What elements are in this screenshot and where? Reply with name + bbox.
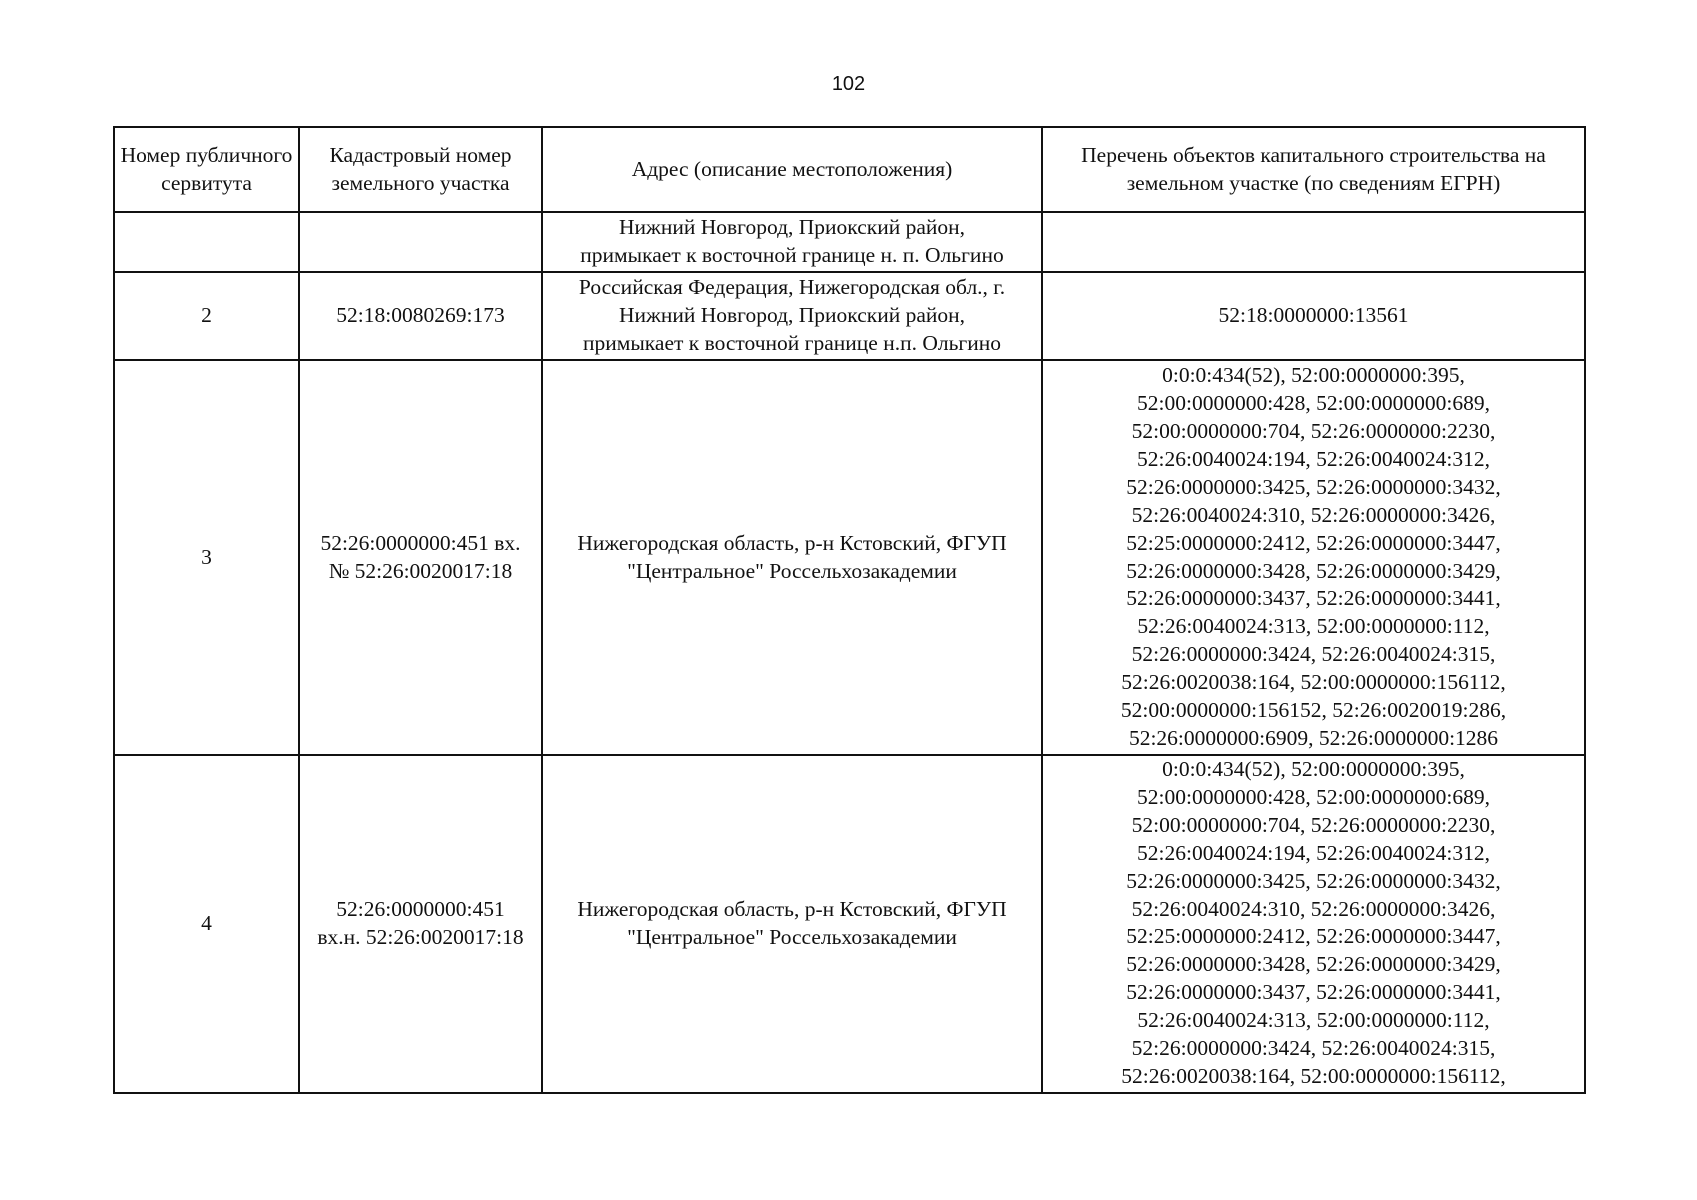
object-line: 52:26:0000000:3425, 52:26:0000000:3432,: [1126, 868, 1501, 893]
header-capital-objects: Перечень объектов капитального строительства на земельном участке (по сведениям ЕГРН): [1042, 127, 1585, 212]
address-line: Российская Федерация, Нижегородская обл., г.: [578, 275, 1006, 300]
header-cadastral-number: Кадастровый номер земельного участка: [299, 127, 542, 212]
address-line: Нижний Новгород, Приокский район,: [618, 215, 966, 240]
cadastral-line: № 52:26:0020017:18: [328, 558, 513, 583]
object-line: 52:25:0000000:2412, 52:26:0000000:3447,: [1126, 530, 1501, 555]
object-line: 52:26:0040024:313, 52:00:0000000:112,: [1137, 1008, 1490, 1033]
table-header-row: [114, 127, 1585, 212]
address-line: Нижегородская область, р-н Кстовский, ФГУП: [577, 530, 1007, 555]
cell-address: [542, 272, 1042, 360]
cell-capital-objects: [1042, 272, 1585, 360]
cell-capital-objects: [1042, 360, 1585, 755]
object-line: 0:0:0:434(52), 52:00:0000000:395,: [1162, 757, 1465, 781]
cell-servitude-number: 2: [114, 272, 299, 360]
object-line: 52:00:0000000:704, 52:26:0000000:2230,: [1131, 812, 1496, 837]
address-line: Нижний Новгород, Приокский район,: [618, 303, 966, 328]
address-line: примыкает к восточной границе н.п. Ольгино: [582, 330, 1002, 355]
address-line: "Центральное" Россельхозакадемии: [627, 558, 957, 583]
address-line: Нижегородская область, р-н Кстовский, ФГУП: [577, 897, 1007, 922]
object-line: 52:26:0040024:194, 52:26:0040024:312,: [1137, 446, 1490, 471]
cell-cadastral-number: [299, 212, 542, 272]
table-row: [114, 272, 1585, 360]
cadastral-line: 52:26:0000000:451: [336, 897, 505, 922]
servitude-table: [113, 126, 1586, 1094]
cadastral-line: 52:26:0000000:451 вх.: [320, 530, 521, 555]
object-line: 52:18:0000000:13561: [1218, 303, 1409, 328]
object-line: 52:26:0040024:310, 52:26:0000000:3426,: [1131, 896, 1496, 921]
object-line: 52:26:0040024:194, 52:26:0040024:312,: [1137, 840, 1490, 865]
cell-capital-objects: [1042, 212, 1585, 272]
cell-servitude-number: [114, 212, 299, 272]
object-line: 52:00:0000000:704, 52:26:0000000:2230,: [1131, 418, 1496, 443]
object-line: 52:26:0020038:164, 52:00:0000000:156112,: [1121, 670, 1506, 695]
address-line: примыкает к восточной границе н. п. Ольгино: [580, 243, 1004, 267]
object-line: 0:0:0:434(52), 52:00:0000000:395,: [1162, 363, 1465, 388]
table-row: [114, 212, 1585, 272]
header-servitude-number: Номер публичного сервитута: [114, 127, 299, 212]
cadastral-line: 52:18:0080269:173: [336, 303, 505, 328]
cell-address: [542, 212, 1042, 272]
object-line: 52:26:0040024:313, 52:00:0000000:112,: [1137, 614, 1490, 639]
table-row: [114, 755, 1585, 1093]
object-line: 52:26:0020038:164, 52:00:0000000:156112,: [1121, 1063, 1506, 1088]
object-line: 52:26:0040024:310, 52:26:0000000:3426,: [1131, 502, 1496, 527]
cell-cadastral-number: [299, 272, 542, 360]
header-address: Адрес (описание местоположения): [542, 127, 1042, 212]
object-line: 52:00:0000000:428, 52:00:0000000:689,: [1137, 391, 1490, 416]
object-line: 52:26:0000000:6909, 52:26:0000000:1286: [1128, 725, 1499, 750]
object-line: 52:26:0000000:3424, 52:26:0040024:315,: [1131, 1036, 1496, 1061]
cell-cadastral-number: [299, 755, 542, 1093]
object-line: 52:26:0000000:3424, 52:26:0040024:315,: [1131, 642, 1496, 667]
cell-servitude-number: 4: [114, 755, 299, 1093]
cell-capital-objects: [1042, 755, 1585, 1093]
address-line: "Центральное" Россельхозакадемии: [627, 925, 957, 949]
object-line: 52:26:0000000:3428, 52:26:0000000:3429,: [1126, 952, 1501, 977]
object-line: 52:00:0000000:428, 52:00:0000000:689,: [1137, 784, 1490, 809]
object-line: 52:25:0000000:2412, 52:26:0000000:3447,: [1126, 924, 1501, 949]
object-line: 52:26:0000000:3437, 52:26:0000000:3441,: [1126, 980, 1501, 1005]
cell-cadastral-number: [299, 360, 542, 755]
cell-address: [542, 755, 1042, 1093]
object-line: 52:26:0000000:3428, 52:26:0000000:3429,: [1126, 558, 1501, 583]
cell-servitude-number: 3: [114, 360, 299, 755]
page-number: 102: [831, 73, 866, 95]
object-line: 52:26:0000000:3425, 52:26:0000000:3432,: [1126, 474, 1501, 499]
object-line: 52:26:0000000:3437, 52:26:0000000:3441,: [1126, 586, 1501, 611]
table-row: [114, 360, 1585, 755]
object-line: 52:00:0000000:156152, 52:26:0020019:286,: [1120, 698, 1507, 723]
cell-address: [542, 360, 1042, 755]
cadastral-line: вх.н. 52:26:0020017:18: [317, 925, 524, 949]
